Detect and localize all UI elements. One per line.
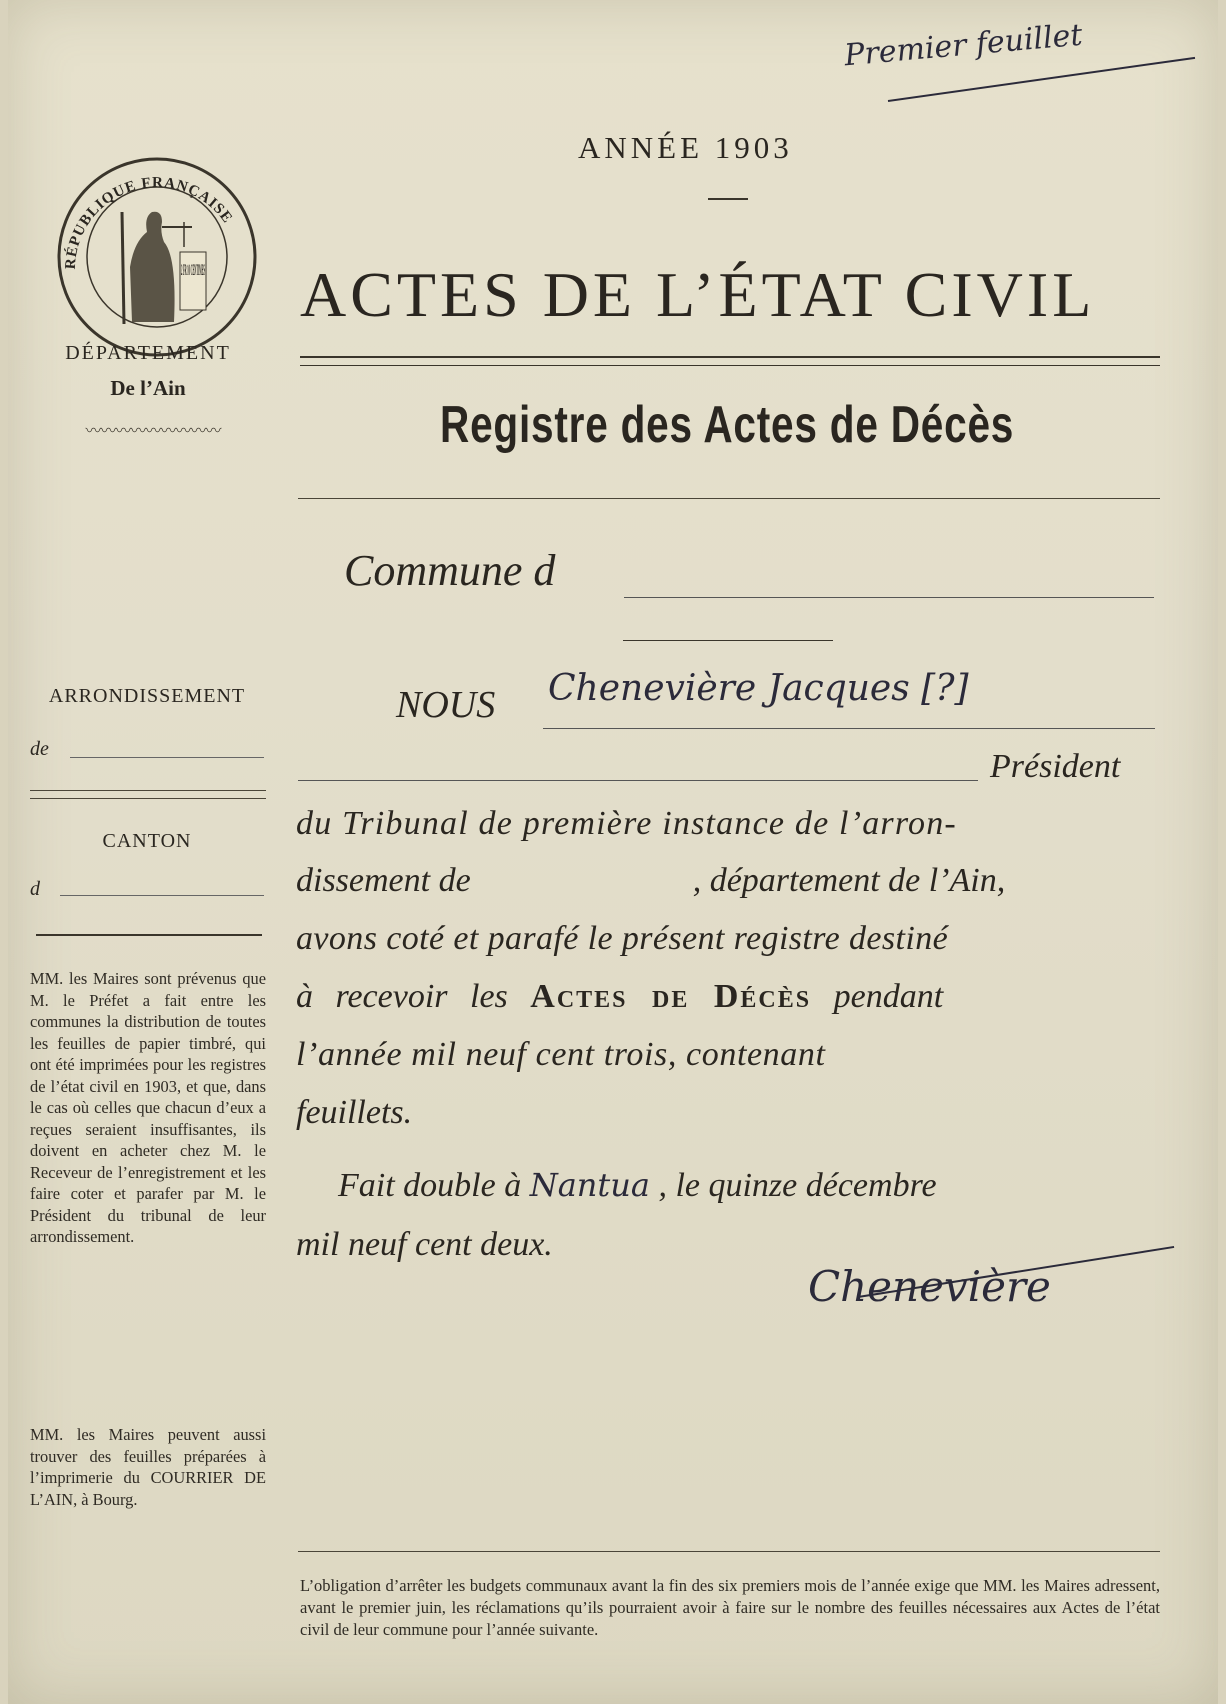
commune-label: Commune d [344, 546, 556, 595]
canton-prefix: d [30, 878, 40, 900]
body-line-2 [296, 862, 1005, 900]
last-line: mil neuf cent deux. [296, 1226, 553, 1263]
nous-fill-line [543, 728, 1155, 729]
nous-label: NOUS [396, 684, 496, 726]
fait-label: Fait double à [338, 1167, 522, 1204]
actes-de-deces-emphasis: Actes de Décès [530, 978, 812, 1015]
footer-notice: L’obligation d’arrêter les budgets communaux avant la fin des six premiers mois de l’année exige que MM. les Maires adressent, avant le premier juin, les réclamations qu’ils pourraient avoir à faire sur le nombre des feuilles nécessaires aux Actes de l’état civil de leur commune pour l’année suivante. [300, 1576, 1160, 1639]
footer-rule [298, 1551, 1160, 1552]
year-heading: ANNÉE 1903 [578, 130, 793, 165]
fait-date: , le quinze décembre [658, 1167, 937, 1204]
wavy-divider: 〰〰〰〰〰〰〰〰〰 [85, 423, 221, 440]
arrondissement-label: ARRONDISSEMENT [48, 685, 246, 707]
body-line-2-end: , département de l’Ain, [692, 862, 1006, 899]
department-label: DÉPARTEMENT [65, 342, 231, 364]
ornament-divider [708, 198, 748, 200]
fait-line [338, 1166, 937, 1205]
arrondissement-rule-top [30, 790, 266, 791]
corner-handwritten-note: Premier feuillet [842, 17, 1084, 74]
department-name: De l’Ain [110, 376, 186, 400]
arrondissement-prefix: de [30, 738, 49, 760]
body-line-1: du Tribunal de première instance de l’arron- [296, 805, 957, 842]
canton-label: CANTON [102, 830, 192, 852]
commune-fill-line[interactable] [624, 597, 1154, 598]
seal-text: RÉPUBLIQUE FRANÇAISE [62, 174, 236, 270]
document-title: ACTES DE L’ÉTAT CIVIL [300, 259, 1096, 330]
title-double-rule-top [300, 356, 1160, 358]
body-line-3: avons coté et parafé le présent registre destiné [296, 920, 949, 957]
commune-ornament-rule [623, 640, 833, 641]
canton-fill-line[interactable] [60, 895, 264, 896]
president-fill-line [298, 780, 978, 781]
document-page [8, 0, 1218, 1704]
body-line-4-start: à recevoir les [296, 978, 508, 1015]
revenue-stamp-seal [52, 152, 262, 362]
body-line-4-end: pendant [833, 978, 944, 1015]
nous-handwritten-name[interactable]: Chenevière Jacques [?] [548, 668, 969, 709]
register-rule [298, 498, 1160, 499]
body-line-5: l’année mil neuf cent trois, contenant [296, 1036, 826, 1073]
arrondissement-rule-bottom [30, 798, 266, 799]
register-heading: Registre des Actes de Décès [440, 396, 1015, 454]
arrondissement-fill-line[interactable] [70, 757, 264, 758]
canton-divider [36, 934, 262, 936]
body-line-6: feuillets. [296, 1094, 413, 1131]
president-signature: Chenevière [808, 1262, 1051, 1311]
body-line-4 [296, 978, 943, 1016]
title-double-rule-bottom [300, 365, 1160, 366]
mayor-notice-1: MM. les Maires sont prévenus que M. le Préfet a fait entre les communes la distribution de toutes les feuilles de papier timbré, qui ont été imprimées pour les registres de l’état civil en 1903, et que, dans le cas où celles que chacun d’eux a reçues seraient insuffisantes, ils doivent en acheter chez M. le Receveur de l’enregistrement et les faire coter et parafer par M. le Président du tribunal de leur arrondissement. [30, 969, 266, 1246]
body-line-2-start: dissement de [296, 862, 471, 899]
president-label: Président [990, 748, 1121, 785]
fait-place-handwritten[interactable]: Nantua [529, 1166, 650, 1204]
mayor-notice-2: MM. les Maires peuvent aussi trouver des feuilles préparées à l’imprimerie du COURRIER DE L’AIN, à Bourg. [30, 1425, 266, 1509]
seal-value: 2 FR 10 CENTIMES [181, 262, 206, 279]
